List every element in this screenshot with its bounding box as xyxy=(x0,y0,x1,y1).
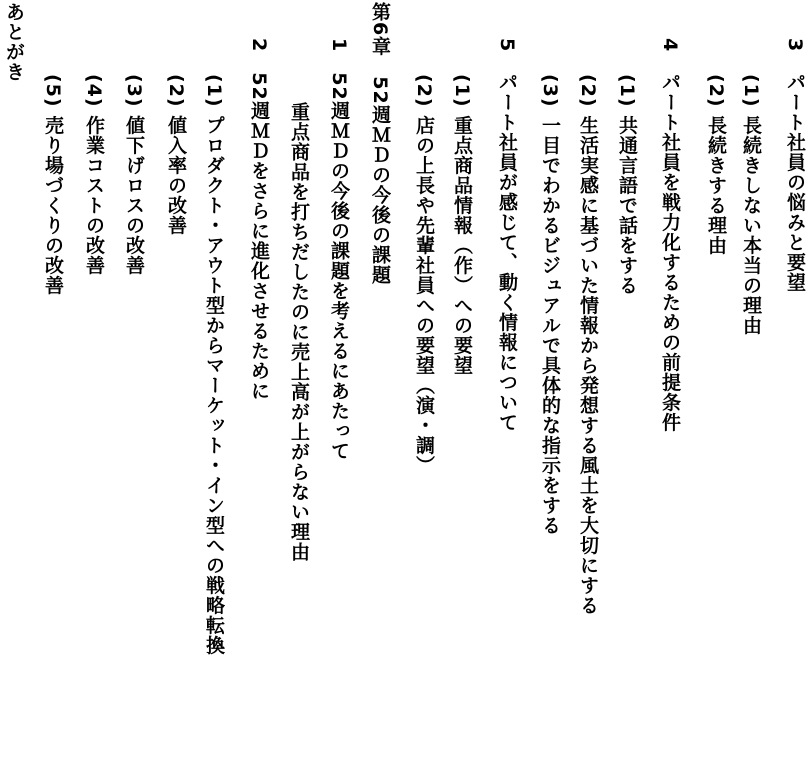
toc-section-5: 5 パート社員が感じて、動く情報について xyxy=(496,38,518,433)
toc-item-6-2-4: (4) 作業コストの改善 xyxy=(83,74,105,276)
toc-item-3-1: (1) 長続きしない本当の理由 xyxy=(740,74,762,336)
toc-item-3-2: (2) 長続きする理由 xyxy=(705,74,727,256)
toc-chapter-6-subtopic: 重点商品を打ちだしたのに売上高が上がらない理由 xyxy=(288,102,310,562)
toc-item-6-2-1: (1) プロダクト・アウト型からマーケット・イン型への戦略転換 xyxy=(203,74,225,656)
toc-item-4-2: (2) 生活実感に基づいた情報から発想する風土を大切にする xyxy=(577,74,599,616)
toc-section-3: 3 パート社員の悩みと要望 xyxy=(784,38,806,293)
toc-item-5-2: (2) 店の上長や先輩社員への要望（演・調） xyxy=(413,74,435,476)
toc-item-6-2-2: (2) 値入率の改善 xyxy=(165,74,187,236)
toc-chapter-6-section-2: 2 52週ＭＤをさらに進化させるために xyxy=(248,38,270,401)
toc-item-4-3: (3) 一目でわかるビジュアルで具体的な指示をする xyxy=(539,74,561,536)
toc-item-6-2-3: (3) 値下げロスの改善 xyxy=(123,74,145,276)
toc-afterword: あとがき xyxy=(3,2,25,82)
toc-item-5-1: (1) 重点商品情報（作）への要望 xyxy=(451,74,473,376)
toc-chapter-6-section-1: 1 52週ＭＤの今後の課題を考えるにあたって xyxy=(328,38,350,461)
toc-section-4: 4 パート社員を戦力化するための前提条件 xyxy=(659,38,681,433)
toc-item-4-1: (1) 共通言語で話をする xyxy=(616,74,638,296)
toc-item-6-2-5: (5) 売り場づくりの改善 xyxy=(42,74,64,296)
toc-chapter-6: 第6章 52週ＭＤの今後の課題 xyxy=(369,2,391,285)
